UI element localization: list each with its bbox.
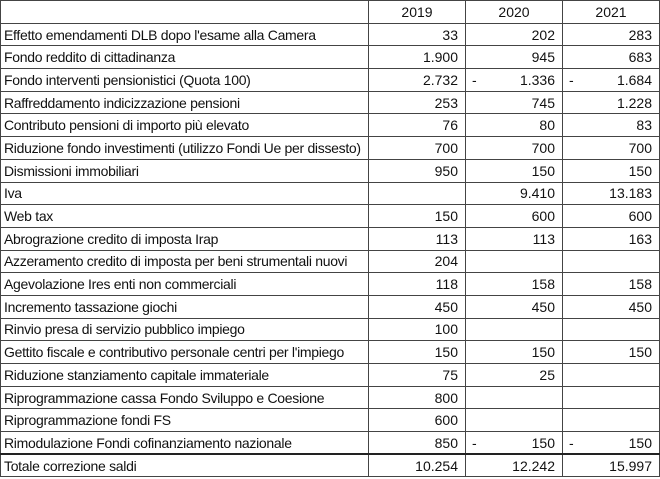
header-year-2020: 2020 [466,1,563,24]
cell-value: 100 [434,321,458,338]
value-cell [563,182,660,205]
value-cell [369,454,466,477]
value-cell [563,454,660,477]
value-cell [466,341,563,364]
cell-value: 700 [531,139,555,156]
cell-value: 76 [442,117,458,134]
value-cell [563,227,660,250]
value-cell [369,23,466,46]
cell-value: 150 [434,344,458,361]
cell-value: 745 [531,94,555,111]
cell-value: 15.997 [609,457,652,474]
table-row [1,69,660,92]
value-cell [369,91,466,114]
total-row [1,454,660,477]
table-row [1,46,660,69]
cell-value: 158 [531,276,555,293]
value-cell [466,114,563,137]
table-row [1,250,660,273]
row-label: Riprogrammazione cassa Fondo Sviluppo e Coesione [1,386,369,409]
value-cell [466,250,563,273]
value-cell [466,46,563,69]
row-label: Riprogrammazione fondi FS [1,409,369,432]
negative-sign: - [472,71,477,88]
cell-value: 150 [531,344,555,361]
row-label: Riduzione fondo investimenti (utilizzo Fondi Ue per dissesto) [1,137,369,160]
table-row [1,409,660,432]
value-cell [466,23,563,46]
value-cell [563,69,660,92]
table-row [1,432,660,455]
value-cell [369,364,466,387]
value-cell [563,250,660,273]
value-cell [563,409,660,432]
value-cell [466,91,563,114]
cell-value: 1.336 [519,71,555,88]
header-row [1,1,660,24]
cell-value: 700 [628,139,652,156]
cell-value: 202 [531,26,555,43]
cell-value: 33 [442,26,458,43]
value-cell [369,341,466,364]
cell-value: 600 [531,208,555,225]
cell-value: 9.410 [519,185,555,202]
cell-value: 600 [628,208,652,225]
row-label: Iva [1,182,369,205]
value-cell [466,182,563,205]
cell-value: 150 [434,208,458,225]
row-label: Azzeramento credito di imposta per beni strumentali nuovi [1,250,369,273]
row-label: Fondo interventi pensionistici (Quota 100) [1,69,369,92]
table-row [1,341,660,364]
value-cell [369,227,466,250]
value-cell [466,227,563,250]
cell-value: 12.242 [512,457,555,474]
cell-value: 150 [628,162,652,179]
cell-value: 10.254 [415,457,458,474]
table-row [1,295,660,318]
row-label: Effetto emendamenti DLB dopo l'esame alla Camera [1,23,369,46]
value-cell [466,454,563,477]
header-label-cell [1,1,369,24]
value-cell [563,295,660,318]
cell-value: 83 [636,117,652,134]
cell-value: 25 [539,366,555,383]
value-cell [466,318,563,341]
row-label: Raffreddamento indicizzazione pensioni [1,91,369,114]
cell-value: 2.732 [422,71,458,88]
row-label: Web tax [1,205,369,228]
table-row [1,23,660,46]
table-row [1,227,660,250]
table-row [1,182,660,205]
value-cell [563,46,660,69]
row-label: Dismissioni immobiliari [1,159,369,182]
value-cell [369,137,466,160]
cell-value: 683 [628,49,652,66]
value-cell [563,432,660,455]
value-cell [466,295,563,318]
negative-sign: - [472,434,477,451]
cell-value: 13.183 [609,185,652,202]
value-cell [369,182,466,205]
cell-value: 700 [434,139,458,156]
value-cell [563,159,660,182]
value-cell [563,114,660,137]
value-cell [369,159,466,182]
value-cell [563,205,660,228]
value-cell [369,114,466,137]
value-cell [466,432,563,455]
value-cell [563,341,660,364]
cell-value: 150 [531,162,555,179]
value-cell [563,137,660,160]
value-cell [466,205,563,228]
value-cell [369,250,466,273]
value-cell [369,273,466,296]
row-label: Fondo reddito di cittadinanza [1,46,369,69]
row-label: Incremento tassazione giochi [1,295,369,318]
table-row [1,114,660,137]
value-cell [369,409,466,432]
value-cell [466,364,563,387]
value-cell [466,159,563,182]
value-cell [563,386,660,409]
cell-value: 283 [628,26,652,43]
cell-value: 113 [532,230,555,247]
table-row [1,364,660,387]
value-cell [466,69,563,92]
table-body [1,23,660,477]
row-label: Totale correzione saldi [1,454,369,477]
cell-value: 150 [531,434,555,451]
cell-value: 150 [628,434,652,451]
cell-value: 150 [628,344,652,361]
value-cell [466,386,563,409]
cell-value: 253 [434,94,458,111]
row-label: Gettito fiscale e contributivo personale centri per l'impiego [1,341,369,364]
cell-value: 163 [628,230,652,247]
row-label: Riduzione stanziamento capitale immateriale [1,364,369,387]
value-cell [369,295,466,318]
value-cell [369,386,466,409]
negative-sign: - [569,71,574,88]
cell-value: 1.684 [616,71,652,88]
cell-value: 1.900 [422,49,458,66]
table-row [1,159,660,182]
value-cell [563,364,660,387]
row-label: Agevolazione Ires enti non commerciali [1,273,369,296]
cell-value: 450 [531,298,555,315]
cell-value: 950 [434,162,458,179]
table-row [1,273,660,296]
table-row [1,91,660,114]
cell-value: 450 [628,298,652,315]
value-cell [466,409,563,432]
cell-value: 75 [442,366,458,383]
value-cell [369,69,466,92]
value-cell [563,91,660,114]
cell-value: 945 [531,49,555,66]
cell-value: 80 [539,117,555,134]
table-row [1,205,660,228]
value-cell [563,23,660,46]
value-cell [369,46,466,69]
value-cell [563,273,660,296]
negative-sign: - [569,434,574,451]
cell-value: 118 [435,276,458,293]
row-label: Contributo pensioni di importo più elevato [1,114,369,137]
value-cell [466,273,563,296]
cell-value: 158 [628,276,652,293]
cell-value: 600 [434,412,458,429]
value-cell [466,137,563,160]
table-row [1,137,660,160]
header-year-2019: 2019 [369,1,466,24]
cell-value: 450 [434,298,458,315]
cell-value: 800 [434,389,458,406]
table-row [1,386,660,409]
row-label: Rimodulazione Fondi cofinanziamento nazionale [1,432,369,455]
cell-value: 204 [434,253,458,270]
cell-value: 850 [434,434,458,451]
value-cell [369,205,466,228]
table-row [1,318,660,341]
value-cell [369,318,466,341]
cell-value: 1.228 [616,94,652,111]
header-year-2021: 2021 [563,1,660,24]
row-label: Abrograzione credito di imposta Irap [1,227,369,250]
row-label: Rinvio presa di servizio pubblico impiego [1,318,369,341]
cell-value: 113 [435,230,458,247]
value-cell [369,432,466,455]
value-cell [563,318,660,341]
